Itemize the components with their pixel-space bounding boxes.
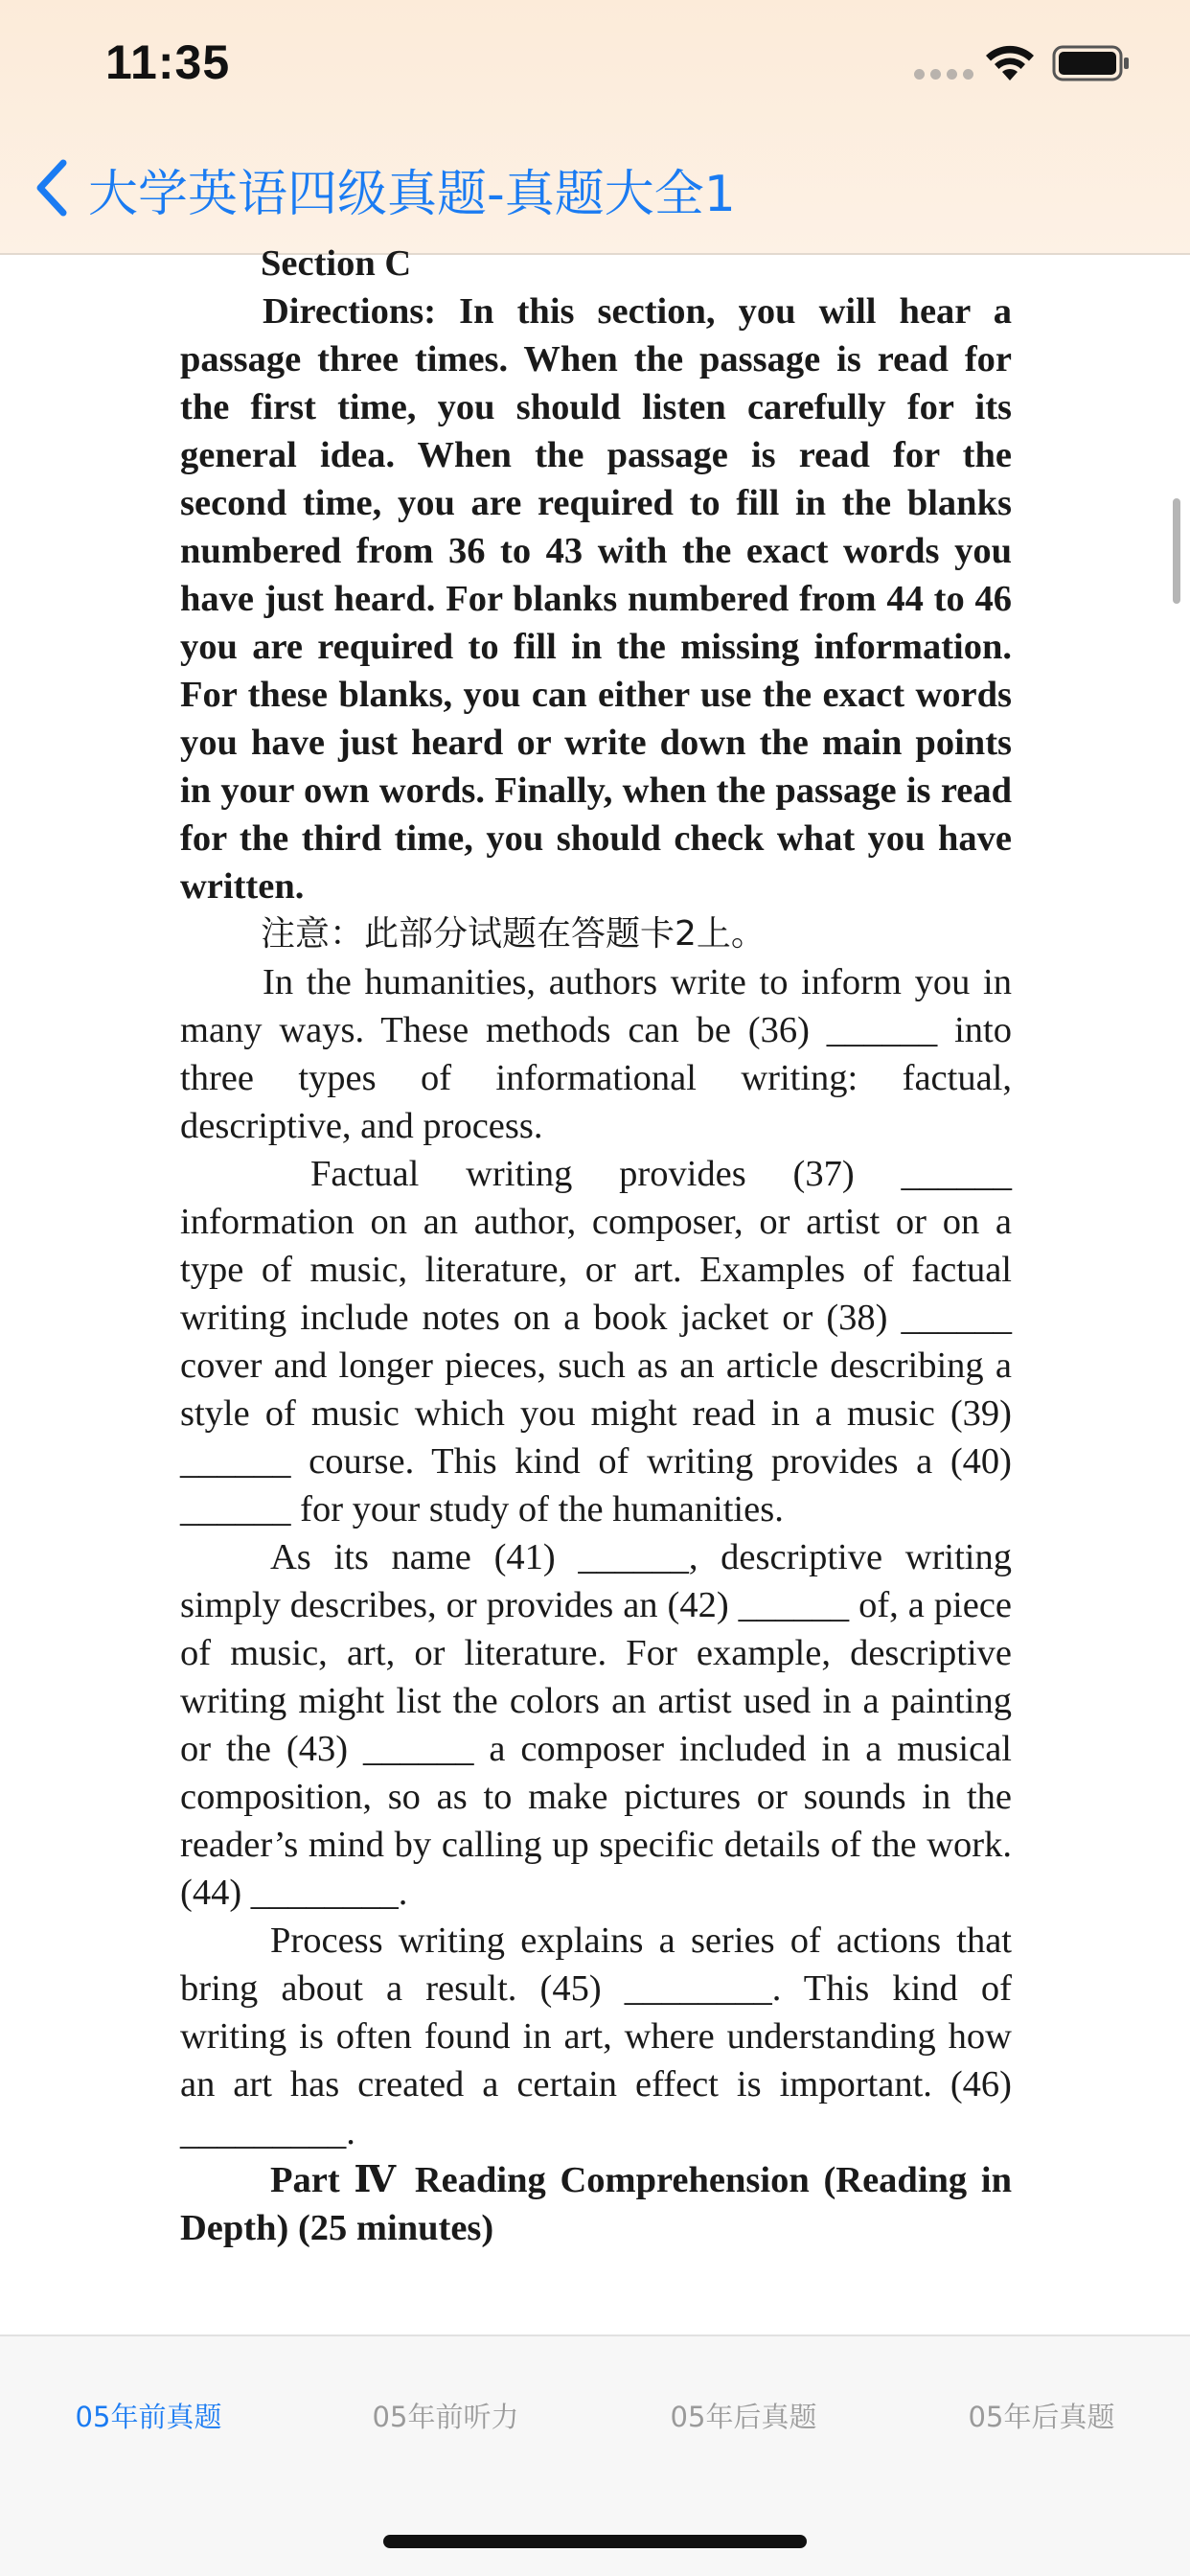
passage-paragraph: Process writing explains a series of actions that bring about a result. (45) ________. This kind of writing is often found in art, where understanding how an art has created a certain effect is important. (46) _________. xyxy=(180,1920,1012,2152)
answer-sheet-note: 注意：此部分试题在答题卡2上。 xyxy=(261,914,766,954)
battery-icon xyxy=(1052,44,1131,82)
exam-text-content xyxy=(180,240,1012,2252)
directions-paragraph: Directions: In this section, you will hear a passage three times. When the passage is read for the first time, you should listen carefully for its general idea. When the passage is read for the second time, you are required to fill in the blanks numbered from 36 to 43 with the exact words you have just heard. For blanks numbered from 44 to 46 you are required to fill in the missing information. For these blanks, you can either use the exact words you have just heard or write down the main points in your own words. Finally, when the passage is read for the third time, you should check what you have written. xyxy=(180,291,1012,907)
status-time: 11:35 xyxy=(105,35,231,89)
passage-paragraph: In the humanities, authors write to inform you in many ways. These methods can be (36) ______ into three types of informational writing: factual, descriptive, and process. xyxy=(180,962,1012,1146)
chevron-left-icon[interactable] xyxy=(33,157,71,218)
home-indicator xyxy=(383,2535,807,2548)
part-heading: Part Ⅳ Reading Comprehension (Reading in Depth) (25 minutes) xyxy=(180,2160,1012,2248)
tab-05-before-exam[interactable]: 05年前真题 xyxy=(75,2401,222,2433)
cellular-dots-icon xyxy=(914,69,973,80)
passage-paragraph: As its name (41) ______, descriptive writing simply describes, or provides an (42) ______ of, a piece of music, art, or literature. For example, descriptive writing might list the colors an artist used in a painting or the (43) ______ a composer included in a musical composition, so as to make pictures or sounds in the reader’s mind by calling up specific details of the work. (44) ________. xyxy=(180,1537,1012,1913)
tab-05-after-exam-2[interactable]: 05年后真题 xyxy=(968,2401,1115,2433)
section-title: Section C xyxy=(261,243,412,284)
wifi-icon xyxy=(983,44,1037,82)
vertical-scrollbar[interactable] xyxy=(1173,498,1180,604)
page-title[interactable]: 大学英语四级真题-真题大全1 xyxy=(88,166,736,223)
tab-05-after-exam[interactable]: 05年后真题 xyxy=(670,2401,817,2433)
passage-paragraph: Factual writing provides (37) ______ information on an author, composer, or artist or on a type of music, literature, or art. Examples of factual writing include notes on a book jacket or (38) ______ cover and longer pieces, such as an article describing a style of music which you might read in a music (39) ______ course. This kind of writing provides a (40) ______ for your study of the humanities. xyxy=(180,1154,1012,1530)
tab-05-before-listening[interactable]: 05年前听力 xyxy=(372,2401,519,2433)
